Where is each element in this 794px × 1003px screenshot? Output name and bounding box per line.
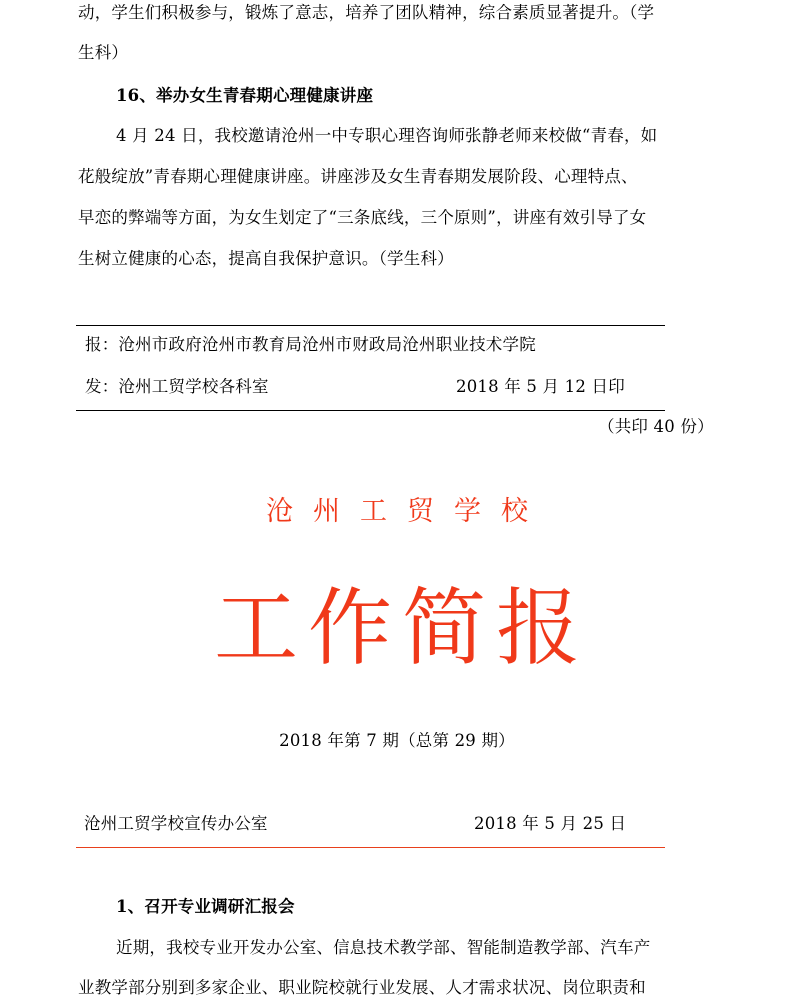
section-heading-16: 16、举办女生青春期心理健康讲座 [116,86,374,105]
copies-count: （共印 40 份） [598,417,714,436]
send-to-line: 发：沧州工贸学校各科室 [85,377,269,396]
paragraph-line: 4 月 24 日，我校邀请沧州一中专职心理咨询师张静老师来校做“青春，如 [116,126,658,145]
section-heading-1: 1、召开专业调研汇报会 [116,897,295,916]
school-name: 沧州工贸学校 [266,496,548,527]
paragraph-line: 动，学生们积极参与，锻炼了意志，培养了团队精神，综合素质显著提升。（学 [78,3,655,22]
report-to-line: 报：沧州市政府沧州市教育局沧州市财政局沧州职业技术学院 [85,335,536,354]
brief-title: 工作简报 [213,579,590,677]
paragraph-line: 生树立健康的心态，提高自我保护意识。（学生科） [78,249,454,268]
paragraph-line: 业教学部分别到多家企业、职业院校就行业发展、人才需求状况、岗位职责和 [78,978,646,997]
publish-date: 2018 年 5 月 25 日 [474,814,627,833]
print-date: 2018 年 5 月 12 日印 [456,377,625,396]
publishing-office: 沧州工贸学校宣传办公室 [84,814,268,833]
paragraph-line: 生科） [78,43,129,62]
paragraph-line: 早恋的弊端等方面，为女生划定了“三条底线，三个原则”，讲座有效引导了女 [78,208,647,227]
paragraph-line: 近期，我校专业开发办公室、信息技术教学部、智能制造教学部、汽车产 [116,938,651,957]
paragraph-line: 花般绽放”青春期心理健康讲座。讲座涉及女生青春期发展阶段、心理特点、 [78,167,638,186]
masthead-red-rule [76,847,665,848]
distribution-top-rule [76,325,665,326]
issue-number: 2018 年第 7 期（总第 29 期） [279,731,515,750]
distribution-bottom-rule [76,410,665,411]
